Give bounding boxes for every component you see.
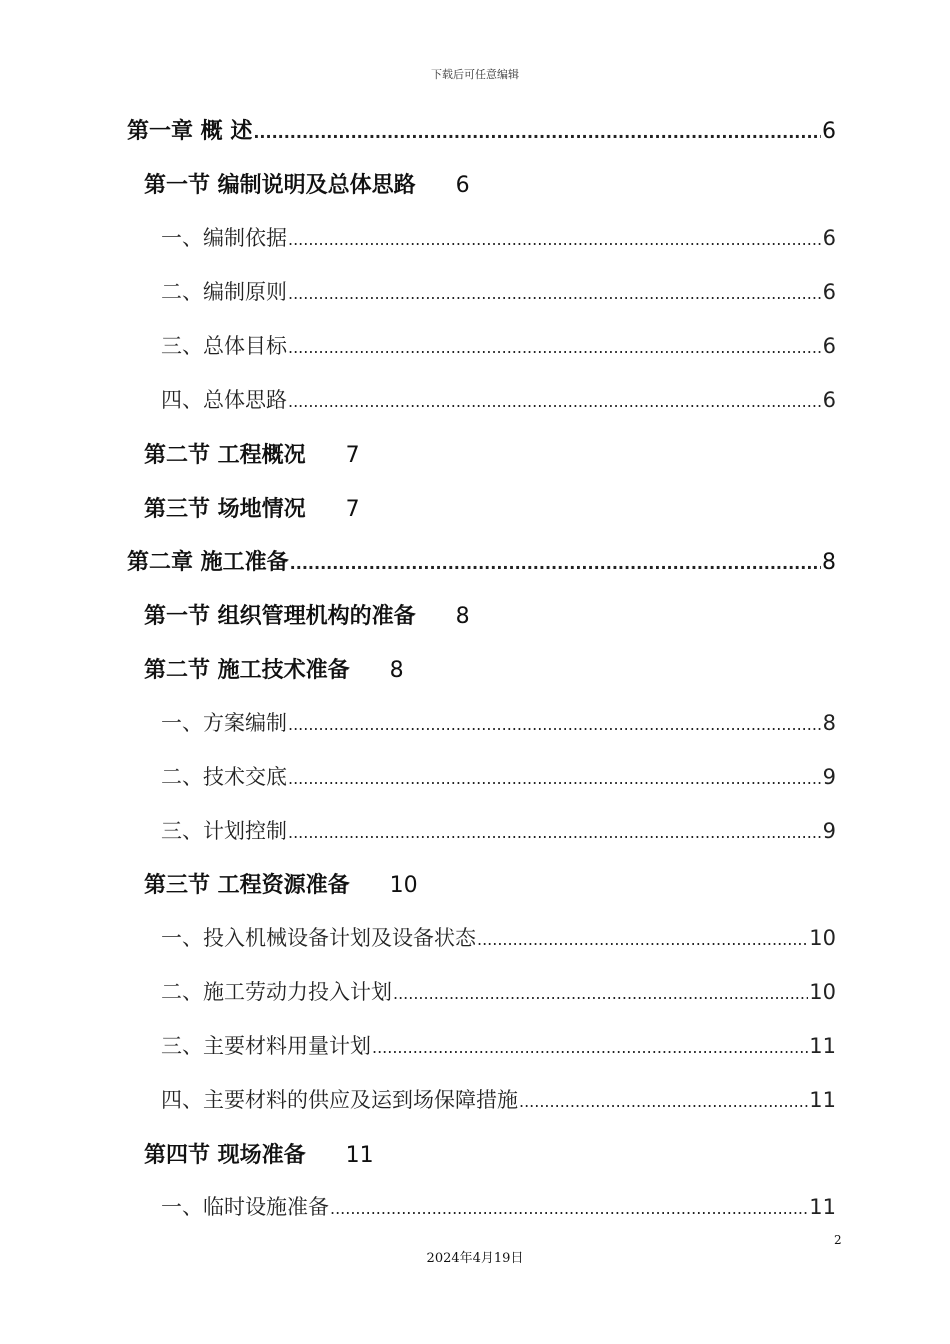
toc-item-1-1-2[interactable] — [161, 276, 836, 306]
toc-item-2-2-1[interactable] — [161, 707, 836, 737]
toc-chapter-1[interactable] — [127, 114, 836, 144]
toc-page-number: 8 — [389, 658, 404, 683]
toc-page-number: 6 — [455, 173, 470, 198]
toc-title: 二、编制原则 — [161, 280, 287, 304]
toc-page-number: 6 — [822, 119, 836, 144]
toc-section-1-3[interactable] — [144, 492, 360, 523]
toc-section-2-1[interactable] — [144, 599, 470, 630]
toc-title: 第四节 现场准备 — [144, 1143, 306, 1168]
toc-item-2-4-1[interactable] — [161, 1191, 836, 1221]
toc-title: 第一章 概 述 — [127, 119, 253, 144]
toc-title: 第二节 施工技术准备 — [144, 658, 350, 683]
toc-item-1-1-4[interactable] — [161, 384, 836, 414]
toc-leader-dots — [288, 338, 822, 357]
toc-section-2-2[interactable] — [144, 653, 404, 684]
toc-page-number: 11 — [809, 1195, 836, 1219]
toc-item-1-1-3[interactable] — [161, 330, 836, 360]
toc-leader-dots — [288, 392, 822, 411]
toc-leader-dots — [393, 984, 808, 1003]
toc-page-number: 11 — [809, 1088, 836, 1112]
toc-title: 一、方案编制 — [161, 711, 287, 735]
toc-leader-dots — [288, 230, 822, 249]
toc-title: 一、编制依据 — [161, 226, 287, 250]
toc-title: 三、计划控制 — [161, 819, 287, 843]
toc-leader-dots — [288, 823, 822, 842]
toc-page-number: 11 — [345, 1143, 374, 1168]
toc-section-2-3[interactable] — [144, 868, 418, 899]
toc-page-number: 10 — [809, 926, 836, 950]
toc-title: 三、总体目标 — [161, 334, 287, 358]
toc-leader-dots — [330, 1199, 808, 1218]
toc-title: 第三节 工程资源准备 — [144, 873, 350, 898]
toc-title: 第二节 工程概况 — [144, 443, 306, 468]
toc-page-number: 8 — [822, 711, 836, 735]
page-header: 下载后可任意编辑 — [431, 68, 519, 81]
toc-item-2-2-2[interactable] — [161, 761, 836, 791]
toc-title: 一、投入机械设备计划及设备状态 — [161, 926, 476, 950]
toc-leader-dots — [477, 930, 808, 949]
toc-leader-dots — [288, 715, 822, 734]
toc-item-2-3-4[interactable] — [161, 1084, 836, 1114]
toc-title: 第二章 施工准备 — [127, 550, 289, 575]
toc-page-number: 11 — [809, 1034, 836, 1058]
toc-leader-dots — [519, 1092, 808, 1111]
toc-title: 第三节 场地情况 — [144, 497, 306, 522]
toc-leader-dots — [372, 1038, 808, 1057]
toc-title: 三、主要材料用量计划 — [161, 1034, 371, 1058]
toc-page-number: 10 — [389, 873, 418, 898]
toc-page-number: 6 — [822, 226, 836, 250]
toc-page-number: 6 — [822, 388, 836, 412]
footer-date: 2024年4月19日 — [426, 1251, 524, 1266]
toc-leader-dots — [253, 123, 821, 142]
toc-item-2-3-3[interactable] — [161, 1030, 836, 1060]
toc-page-number: 10 — [809, 980, 836, 1004]
toc-item-1-1-1[interactable] — [161, 222, 836, 252]
toc-leader-dots — [290, 554, 821, 573]
toc-item-2-3-1[interactable] — [161, 922, 836, 952]
toc-item-2-2-3[interactable] — [161, 815, 836, 845]
toc-page-number: 7 — [345, 497, 360, 522]
toc-title: 第一节 编制说明及总体思路 — [144, 173, 416, 198]
toc-title: 二、技术交底 — [161, 765, 287, 789]
toc-title: 四、主要材料的供应及运到场保障措施 — [161, 1088, 518, 1112]
toc-page-number: 9 — [822, 765, 836, 789]
toc-page-number: 6 — [822, 280, 836, 304]
toc-title: 四、总体思路 — [161, 388, 287, 412]
toc-item-2-3-2[interactable] — [161, 976, 836, 1006]
page-number: 2 — [834, 1233, 842, 1247]
toc-page-number: 8 — [455, 604, 470, 629]
toc-page-number: 8 — [822, 550, 836, 575]
toc-title: 第一节 组织管理机构的准备 — [144, 604, 416, 629]
toc-leader-dots — [288, 284, 822, 303]
toc-section-2-4[interactable] — [144, 1138, 374, 1169]
toc-chapter-2[interactable] — [127, 545, 836, 575]
toc-title: 二、施工劳动力投入计划 — [161, 980, 392, 1004]
toc-section-1-1[interactable] — [144, 168, 470, 199]
toc-page-number: 7 — [345, 443, 360, 468]
toc-section-1-2[interactable] — [144, 438, 360, 469]
toc-title: 一、临时设施准备 — [161, 1195, 329, 1219]
toc-page-number: 9 — [822, 819, 836, 843]
toc-page-number: 6 — [822, 334, 836, 358]
toc-leader-dots — [288, 769, 822, 788]
